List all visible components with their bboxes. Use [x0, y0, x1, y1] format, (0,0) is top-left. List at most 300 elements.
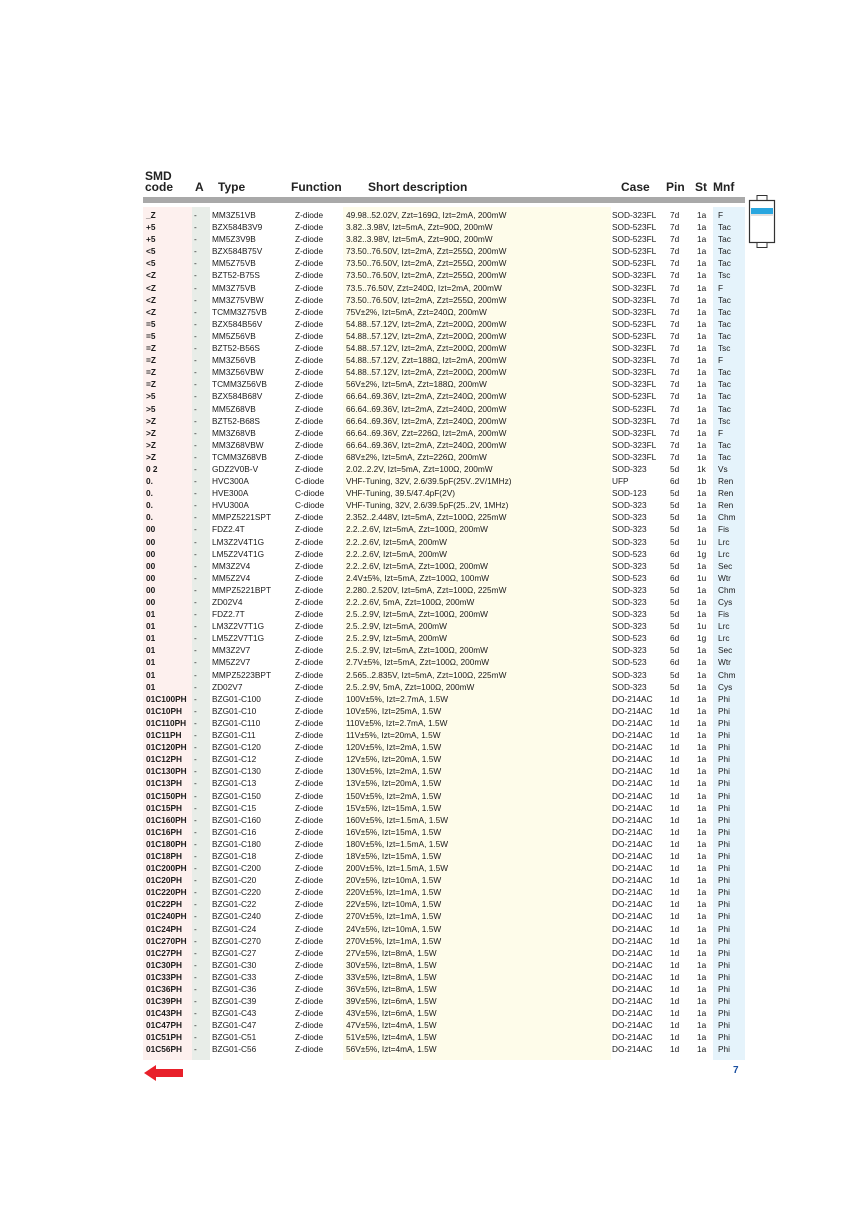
- row-pin: 1d: [670, 947, 680, 958]
- row-st: 1a: [697, 899, 707, 910]
- row-mnf: Cys: [718, 597, 733, 607]
- row-a: -: [194, 330, 197, 341]
- row-description: 2.7V±5%, Izt=5mA, Zzt=100Ω, 200mW: [346, 657, 490, 668]
- row-description: 24V±5%, Izt=10mA, 1.5W: [346, 923, 442, 934]
- row-case: DO-214AC: [612, 778, 653, 789]
- row-case: SOD-323: [612, 669, 647, 680]
- row-code: 01: [146, 645, 156, 656]
- row-function: Z-diode: [295, 584, 324, 595]
- row-case: SOD-523FL: [612, 318, 657, 329]
- row-a: -: [194, 548, 197, 559]
- row-case: DO-214AC: [612, 996, 653, 1007]
- row-function: Z-diode: [295, 778, 324, 789]
- row-type: BZG01-C20: [212, 875, 257, 886]
- row-function: Z-diode: [295, 270, 324, 281]
- page-number: 7: [733, 1065, 739, 1076]
- row-case: DO-214AC: [612, 947, 653, 958]
- row-mnf: Phi: [718, 875, 730, 886]
- row-pin: 1d: [670, 730, 680, 741]
- table-row: [143, 221, 747, 233]
- header-st: St: [695, 180, 707, 194]
- row-pin: 1d: [670, 923, 680, 934]
- row-case: SOD-323FL: [612, 270, 657, 281]
- row-description: 2.5..2.9V, Izt=5mA, 200mW: [346, 633, 447, 644]
- row-st: 1a: [697, 863, 707, 874]
- row-mnf: Tac: [718, 330, 731, 341]
- row-pin: 7d: [670, 415, 680, 426]
- row-a: -: [194, 742, 197, 753]
- row-a: -: [194, 899, 197, 910]
- row-pin: 5d: [670, 621, 680, 632]
- row-code: 01C20PH: [146, 875, 182, 886]
- row-code: >Z: [146, 451, 156, 462]
- row-mnf: Tsc: [718, 415, 731, 426]
- row-function: Z-diode: [295, 947, 324, 958]
- table-row: [143, 439, 747, 451]
- row-pin: 1d: [670, 1032, 680, 1043]
- row-st: 1a: [697, 488, 707, 499]
- row-a: -: [194, 572, 197, 583]
- row-a: -: [194, 645, 197, 656]
- row-function: Z-diode: [295, 403, 324, 414]
- row-code: 0 2: [146, 463, 158, 474]
- row-a: -: [194, 391, 197, 402]
- row-code: 01C240PH: [146, 911, 187, 922]
- row-pin: 5d: [670, 560, 680, 571]
- row-mnf: Sec: [718, 645, 733, 656]
- row-mnf: Phi: [718, 1020, 730, 1031]
- table-row: [143, 765, 747, 777]
- row-function: Z-diode: [295, 717, 324, 728]
- row-st: 1a: [697, 875, 707, 886]
- table-row: [143, 536, 747, 548]
- header-short-description: Short description: [368, 180, 468, 194]
- row-pin: 1d: [670, 838, 680, 849]
- row-code: 01C33PH: [146, 971, 182, 982]
- row-pin: 1d: [670, 814, 680, 825]
- row-pin: 7d: [670, 222, 680, 233]
- header-case: Case: [621, 180, 650, 194]
- row-type: MM5Z68VB: [212, 403, 256, 414]
- row-code: 01C16PH: [146, 826, 182, 837]
- row-st: 1a: [697, 645, 707, 656]
- row-type: HVC300A: [212, 476, 249, 487]
- row-type: MM3Z2V7: [212, 645, 251, 656]
- row-a: -: [194, 730, 197, 741]
- row-description: 2.5..2.9V, Izt=5mA, Zzt=100Ω, 200mW: [346, 609, 488, 620]
- row-pin: 7d: [670, 258, 680, 269]
- row-case: SOD-323: [612, 536, 647, 547]
- row-st: 1a: [697, 560, 707, 571]
- row-a: -: [194, 633, 197, 644]
- row-code: 00: [146, 584, 156, 595]
- row-pin: 5d: [670, 524, 680, 535]
- row-case: SOD-323FL: [612, 451, 657, 462]
- row-pin: 1d: [670, 790, 680, 801]
- row-pin: 1d: [670, 802, 680, 813]
- row-code: 01C15PH: [146, 802, 182, 813]
- row-pin: 7d: [670, 270, 680, 281]
- row-description: 56V±5%, Izt=4mA, 1.5W: [346, 1044, 437, 1055]
- table-row: [143, 354, 747, 366]
- row-mnf: Ren: [718, 488, 734, 499]
- row-function: Z-diode: [295, 512, 324, 523]
- row-pin: 5d: [670, 681, 680, 692]
- table-row: [143, 487, 747, 499]
- row-st: 1a: [697, 282, 707, 293]
- table-row: [143, 983, 747, 995]
- row-case: DO-214AC: [612, 911, 653, 922]
- row-type: TCMM3Z75VB: [212, 306, 267, 317]
- row-st: 1a: [697, 222, 707, 233]
- row-pin: 1d: [670, 899, 680, 910]
- row-st: 1a: [697, 850, 707, 861]
- row-mnf: Tac: [718, 306, 731, 317]
- smd-package-icon: [748, 195, 776, 248]
- row-description: 73.50..76.50V, Izt=2mA, Zzt=255Ω, 200mW: [346, 258, 507, 269]
- row-case: SOD-323FL: [612, 282, 657, 293]
- table-row: [143, 451, 747, 463]
- row-mnf: Sec: [718, 560, 733, 571]
- row-case: SOD-123: [612, 488, 647, 499]
- table-row: [143, 850, 747, 862]
- row-code: >Z: [146, 427, 156, 438]
- row-description: 2.02..2.2V, Izt=5mA, Zzt=100Ω, 200mW: [346, 463, 493, 474]
- row-function: Z-diode: [295, 1044, 324, 1055]
- table-row: [143, 294, 747, 306]
- row-mnf: Phi: [718, 705, 730, 716]
- row-function: Z-diode: [295, 681, 324, 692]
- row-pin: 5d: [670, 463, 680, 474]
- row-code: 00: [146, 560, 156, 571]
- table-row: [143, 245, 747, 257]
- row-type: BZT52-B75S: [212, 270, 260, 281]
- row-case: SOD-523: [612, 548, 647, 559]
- row-case: DO-214AC: [612, 935, 653, 946]
- header-type: Type: [218, 180, 246, 194]
- row-a: -: [194, 560, 197, 571]
- row-st: 1a: [697, 1020, 707, 1031]
- row-function: Z-diode: [295, 222, 324, 233]
- row-type: BZG01-C47: [212, 1020, 257, 1031]
- row-code: 01C130PH: [146, 766, 187, 777]
- row-function: Z-diode: [295, 621, 324, 632]
- row-st: 1a: [697, 306, 707, 317]
- row-pin: 1d: [670, 1008, 680, 1019]
- row-st: 1b: [697, 476, 707, 487]
- row-type: BZG01-C100: [212, 693, 261, 704]
- row-pin: 1d: [670, 1020, 680, 1031]
- table-row: [143, 499, 747, 511]
- row-code: <5: [146, 258, 156, 269]
- row-type: BZX584B3V9: [212, 222, 263, 233]
- header-mnf: Mnf: [713, 180, 735, 194]
- row-st: 1a: [697, 730, 707, 741]
- row-description: 66.64..69.36V, Izt=2mA, Zzt=240Ω, 200mW: [346, 439, 507, 450]
- row-code: 01C47PH: [146, 1020, 182, 1031]
- row-case: SOD-323FL: [612, 427, 657, 438]
- row-case: DO-214AC: [612, 717, 653, 728]
- row-pin: 5d: [670, 584, 680, 595]
- row-type: BZG01-C22: [212, 899, 257, 910]
- row-mnf: Phi: [718, 693, 730, 704]
- row-case: SOD-323FL: [612, 294, 657, 305]
- row-code: 01C43PH: [146, 1008, 182, 1019]
- row-function: Z-diode: [295, 826, 324, 837]
- row-mnf: Fis: [718, 609, 730, 620]
- row-function: Z-diode: [295, 1020, 324, 1031]
- row-code: 0.: [146, 512, 153, 523]
- row-description: 11V±5%, Izt=20mA, 1.5W: [346, 730, 441, 741]
- row-pin: 7d: [670, 379, 680, 390]
- row-pin: 7d: [670, 210, 680, 220]
- row-function: Z-diode: [295, 657, 324, 668]
- row-mnf: Phi: [718, 923, 730, 934]
- row-pin: 1d: [670, 935, 680, 946]
- row-a: -: [194, 1008, 197, 1019]
- table-row: [143, 644, 747, 656]
- row-pin: 1d: [670, 911, 680, 922]
- row-a: -: [194, 996, 197, 1007]
- row-a: -: [194, 584, 197, 595]
- row-description: 73.50..76.50V, Izt=2mA, Zzt=255Ω, 200mW: [346, 246, 507, 257]
- row-st: 1a: [697, 246, 707, 257]
- row-code: <5: [146, 246, 156, 257]
- table-row: [143, 209, 747, 221]
- row-code: 01: [146, 609, 156, 620]
- row-type: MMPZ5221SPT: [212, 512, 272, 523]
- row-type: BZG01-C240: [212, 911, 261, 922]
- table-row: [143, 693, 747, 705]
- row-function: Z-diode: [295, 669, 324, 680]
- row-a: -: [194, 415, 197, 426]
- row-code: >Z: [146, 415, 156, 426]
- row-code: =Z: [146, 379, 156, 390]
- table-row: [143, 427, 747, 439]
- row-case: DO-214AC: [612, 802, 653, 813]
- row-pin: 5d: [670, 609, 680, 620]
- row-function: Z-diode: [295, 294, 324, 305]
- row-description: 2.565..2.835V, Izt=5mA, Zzt=100Ω, 225mW: [346, 669, 507, 680]
- row-st: 1a: [697, 923, 707, 934]
- table-row: [143, 959, 747, 971]
- row-description: 3.82..3.98V, Izt=5mA, Zzt=90Ω, 200mW: [346, 222, 493, 233]
- row-a: -: [194, 766, 197, 777]
- table-row: [143, 548, 747, 560]
- row-function: Z-diode: [295, 984, 324, 994]
- row-st: 1a: [697, 705, 707, 716]
- row-a: -: [194, 246, 197, 257]
- table-row: [143, 523, 747, 535]
- row-code: 01C11PH: [146, 730, 182, 741]
- row-function: Z-diode: [295, 439, 324, 450]
- table-row: [143, 318, 747, 330]
- row-code: 01C110PH: [146, 717, 187, 728]
- row-description: 3.82..3.98V, Izt=5mA, Zzt=90Ω, 200mW: [346, 234, 493, 245]
- row-a: -: [194, 403, 197, 414]
- row-description: VHF-Tuning, 32V, 2.6/39.5pF(25..2V, 1MHz): [346, 500, 509, 511]
- row-case: SOD-523FL: [612, 234, 657, 245]
- row-description: 13V±5%, Izt=20mA, 1.5W: [346, 778, 442, 789]
- row-mnf: Phi: [718, 911, 730, 922]
- row-mnf: Tac: [718, 403, 731, 414]
- row-st: 1a: [697, 826, 707, 837]
- row-description: 18V±5%, Izt=15mA, 1.5W: [346, 850, 442, 861]
- row-description: 47V±5%, Izt=4mA, 1.5W: [346, 1020, 437, 1031]
- row-st: 1a: [697, 1032, 707, 1043]
- row-mnf: Phi: [718, 959, 730, 970]
- row-function: Z-diode: [295, 742, 324, 753]
- row-description: 73.50..76.50V, Izt=2mA, Zzt=255Ω, 200mW: [346, 270, 507, 281]
- row-type: LM5Z2V4T1G: [212, 548, 265, 559]
- row-mnf: F: [718, 282, 724, 293]
- row-pin: 5d: [670, 536, 680, 547]
- row-a: -: [194, 270, 197, 281]
- row-st: 1a: [697, 959, 707, 970]
- row-type: BZG01-C13: [212, 778, 257, 789]
- row-case: DO-214AC: [612, 984, 653, 994]
- row-a: -: [194, 451, 197, 462]
- row-pin: 7d: [670, 391, 680, 402]
- row-mnf: Tac: [718, 258, 731, 269]
- row-a: -: [194, 850, 197, 861]
- row-pin: 1d: [670, 705, 680, 716]
- row-pin: 6d: [670, 657, 680, 668]
- row-a: -: [194, 947, 197, 958]
- row-a: -: [194, 669, 197, 680]
- row-pin: 1d: [670, 959, 680, 970]
- row-code: 01: [146, 633, 156, 644]
- row-type: BZG01-C30: [212, 959, 257, 970]
- row-pin: 5d: [670, 500, 680, 511]
- row-type: BZX584B75V: [212, 246, 263, 257]
- row-st: 1a: [697, 609, 707, 620]
- row-description: 66.64..69.36V, Zzt=226Ω, Izt=2mA, 200mW: [346, 427, 507, 438]
- row-st: 1g: [697, 548, 707, 559]
- row-code: =Z: [146, 355, 156, 366]
- table-row: [143, 233, 747, 245]
- row-a: -: [194, 258, 197, 269]
- row-st: 1a: [697, 584, 707, 595]
- row-mnf: Phi: [718, 717, 730, 728]
- row-a: -: [194, 754, 197, 765]
- row-code: 01C270PH: [146, 935, 187, 946]
- row-function: Z-diode: [295, 391, 324, 402]
- row-mnf: Wtr: [718, 657, 731, 668]
- row-mnf: Phi: [718, 838, 730, 849]
- row-case: DO-214AC: [612, 730, 653, 741]
- row-type: MM3Z56VBW: [212, 367, 264, 378]
- row-st: 1u: [697, 536, 707, 547]
- row-type: MM5Z2V4: [212, 572, 251, 583]
- row-code: 01C36PH: [146, 984, 182, 994]
- row-code: 00: [146, 536, 156, 547]
- row-type: BZG01-C24: [212, 923, 257, 934]
- row-case: DO-214AC: [612, 1020, 653, 1031]
- row-pin: 7d: [670, 282, 680, 293]
- table-row: [143, 306, 747, 318]
- row-mnf: Phi: [718, 754, 730, 765]
- row-mnf: Tac: [718, 246, 731, 257]
- row-case: SOD-323: [612, 560, 647, 571]
- row-st: 1a: [697, 294, 707, 305]
- row-mnf: Tac: [718, 391, 731, 402]
- row-pin: 7d: [670, 367, 680, 378]
- row-code: +5: [146, 222, 156, 233]
- table-row: [143, 669, 747, 681]
- row-case: SOD-323: [612, 500, 647, 511]
- row-description: 30V±5%, Izt=8mA, 1.5W: [346, 959, 437, 970]
- row-st: 1a: [697, 717, 707, 728]
- row-code: =Z: [146, 367, 156, 378]
- row-description: 120V±5%, Izt=2mA, 1.5W: [346, 742, 442, 753]
- row-pin: 5d: [670, 669, 680, 680]
- row-pin: 1d: [670, 778, 680, 789]
- row-st: 1a: [697, 439, 707, 450]
- row-pin: 1d: [670, 863, 680, 874]
- table-row: [143, 390, 747, 402]
- row-a: -: [194, 814, 197, 825]
- row-mnf: F: [718, 355, 724, 366]
- header-a: A: [195, 180, 204, 194]
- table-row: [143, 777, 747, 789]
- table-row: [143, 681, 747, 693]
- row-st: 1a: [697, 403, 707, 414]
- row-description: 220V±5%, Izt=1mA, 1.5W: [346, 887, 442, 898]
- row-pin: 7d: [670, 451, 680, 462]
- row-function: Z-diode: [295, 343, 324, 354]
- row-a: -: [194, 1032, 197, 1043]
- table-row: [143, 705, 747, 717]
- row-st: 1a: [697, 657, 707, 668]
- row-description: 43V±5%, Izt=6mA, 1.5W: [346, 1008, 437, 1019]
- row-code: <Z: [146, 270, 156, 281]
- row-function: Z-diode: [295, 609, 324, 620]
- row-description: 2.280..2.520V, Izt=5mA, Zzt=100Ω, 225mW: [346, 584, 507, 595]
- row-a: -: [194, 705, 197, 716]
- row-case: DO-214AC: [612, 766, 653, 777]
- table-row: [143, 995, 747, 1007]
- row-mnf: Chm: [718, 584, 736, 595]
- header-rule: [143, 197, 745, 203]
- row-type: FDZ2.4T: [212, 524, 245, 535]
- row-pin: 7d: [670, 355, 680, 366]
- row-st: 1a: [697, 971, 707, 982]
- table-row: [143, 415, 747, 427]
- row-case: SOD-523FL: [612, 222, 657, 233]
- row-type: TCMM3Z68VB: [212, 451, 267, 462]
- row-type: BZX584B68V: [212, 391, 263, 402]
- row-function: Z-diode: [295, 210, 324, 220]
- row-type: BZG01-C15: [212, 802, 257, 813]
- row-a: -: [194, 959, 197, 970]
- row-description: 56V±2%, Izt=5mA, Zzt=188Ω, 200mW: [346, 379, 487, 390]
- row-description: 2.2..2.6V, Izt=5mA, 200mW: [346, 536, 447, 547]
- header-function: Function: [291, 180, 342, 194]
- row-pin: 1d: [670, 984, 680, 994]
- row-type: BZG01-C220: [212, 887, 261, 898]
- row-function: Z-diode: [295, 355, 324, 366]
- left-arrow-icon[interactable]: [144, 1064, 184, 1082]
- row-type: MMPZ5223BPT: [212, 669, 272, 680]
- row-mnf: Phi: [718, 996, 730, 1007]
- row-a: -: [194, 923, 197, 934]
- table-row: [143, 608, 747, 620]
- row-mnf: Tac: [718, 451, 731, 462]
- row-a: -: [194, 863, 197, 874]
- row-type: BZG01-C51: [212, 1032, 257, 1043]
- row-type: BZG01-C150: [212, 790, 261, 801]
